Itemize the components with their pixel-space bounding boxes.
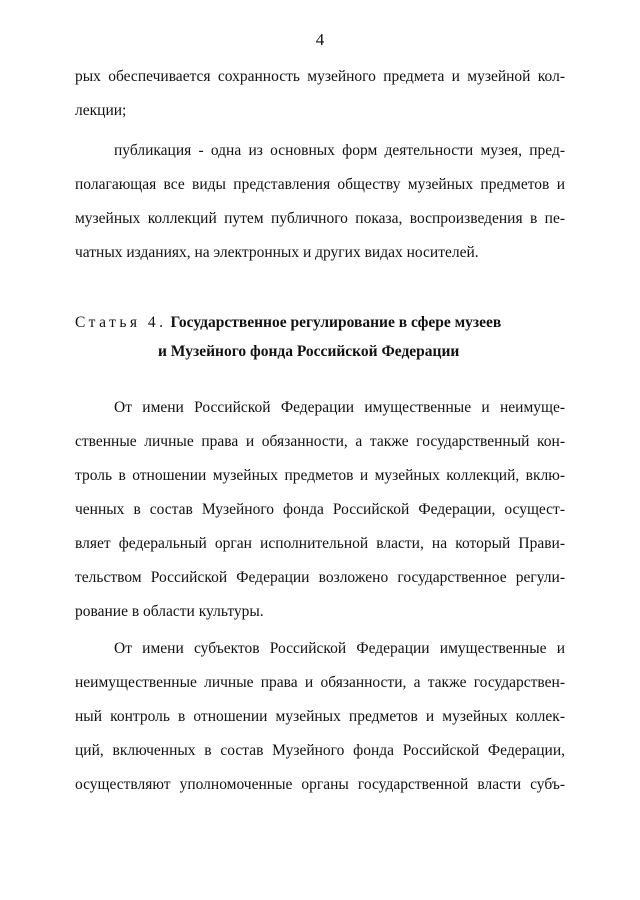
paragraph-line: осуществляют уполномоченные органы государственной власти субъ-: [75, 776, 565, 793]
paragraph-line: рых обеспечивается сохранность музейного предмета и музейной кол-: [75, 68, 565, 85]
paragraph-line: ственные личные права и обязанности, а также государственный кон-: [75, 433, 565, 450]
paragraph-line: тельством Российской Федерации возложено государственное регули-: [75, 569, 565, 586]
paragraph-line: чатных изданиях, на электронных и других видах носителей.: [75, 244, 479, 261]
article-label: Статья 4.: [75, 314, 167, 331]
article-title-line2: и Музейного фонда Российской Федерации: [158, 343, 460, 360]
paragraph-line: ный контроль в отношении музейных предметов и музейных коллек-: [75, 708, 565, 725]
paragraph-line: ций, включенных в состав Музейного фонда Российской Федерации,: [75, 742, 565, 759]
paragraph-line: полагающая все виды представления обществу музейных предметов и: [75, 176, 565, 193]
article-heading: [75, 313, 501, 333]
paragraph-line: ченных в состав Музейного фонда Российской Федерации, осущест-: [75, 501, 565, 518]
paragraph-line: публикация - одна из основных форм деятельности музея, пред-: [114, 142, 565, 159]
page-number: 4: [315, 30, 325, 49]
paragraph-line: троль в отношении музейных предметов и музейных коллекций, вклю-: [75, 467, 565, 484]
paragraph-line: вляет федеральный орган исполнительной власти, на который Прави-: [75, 535, 565, 552]
article-title-line1: Государственное регулирование в сфере музеев: [170, 314, 502, 331]
paragraph-line: музейных коллекций путем публичного показа, воспроизведения в пе-: [75, 210, 565, 227]
paragraph-line: рование в области культуры.: [75, 603, 264, 620]
paragraph-line: лекции;: [75, 102, 127, 119]
paragraph-line: От имени Российской Федерации имущественные и неимуще-: [114, 399, 565, 416]
paragraph-line: От имени субъектов Российской Федерации имущественные и: [114, 640, 565, 657]
paragraph-line: неимущественные личные права и обязанности, а также государствен-: [75, 674, 565, 691]
